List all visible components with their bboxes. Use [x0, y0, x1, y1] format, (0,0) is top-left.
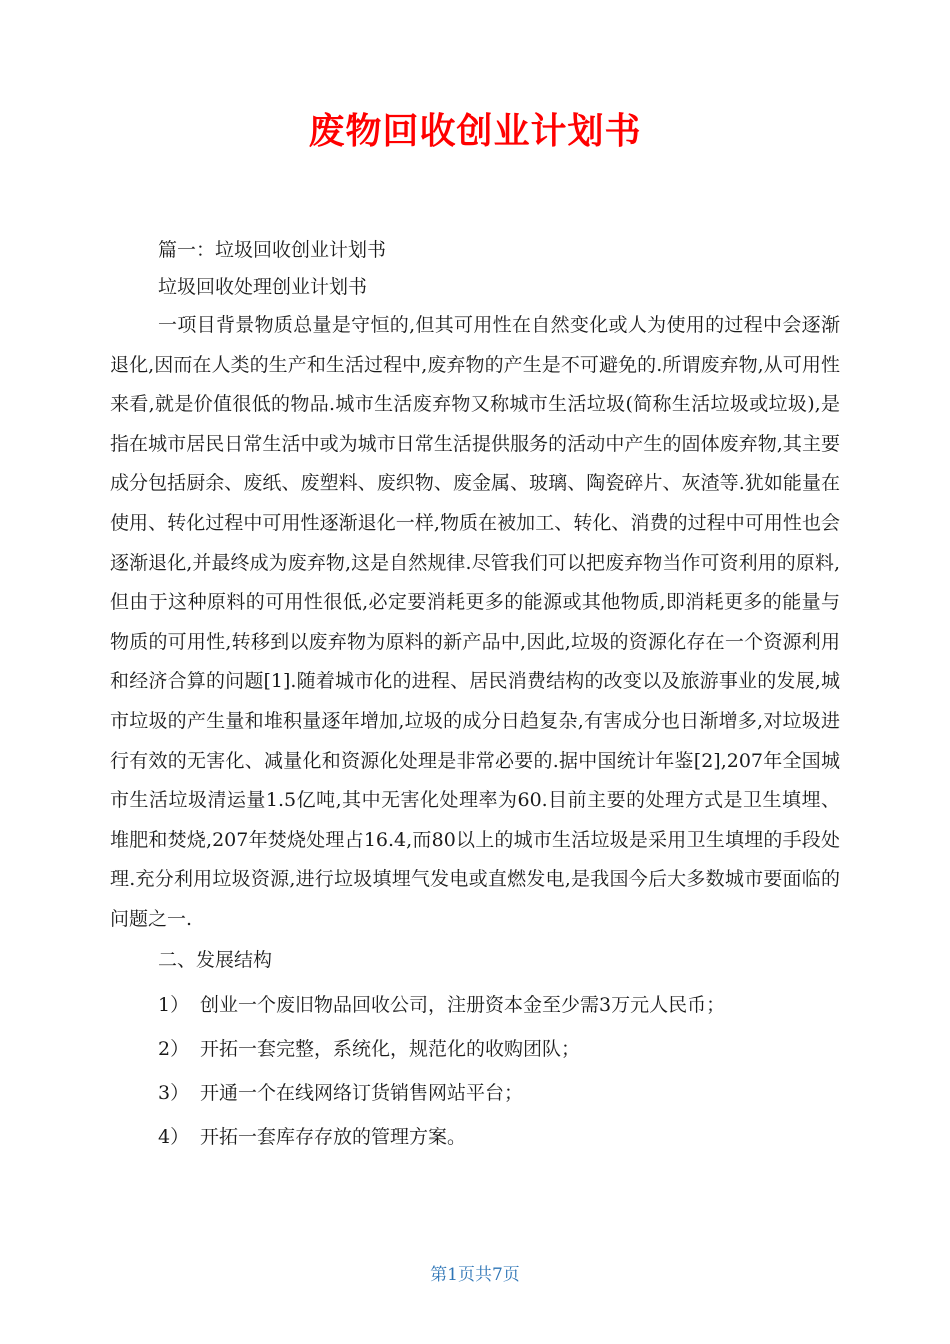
list-item-number: 1） — [158, 993, 190, 1016]
section-heading: 二、发展结构 — [158, 948, 273, 971]
background-paragraph: 一项目背景物质总量是守恒的,但其可用性在自然变化或人为使用的过程中会逐渐退化,因而在人类的生产和生活过程中,废弃物的产生是不可避免的.所谓废弃物,从可用性来看,就是价值很低的物品.城市生活废弃物又称城市生活垃圾(简称生活垃圾或垃圾),是指在城市居民日常生活中或为城市日常生活提供服务的活动中产生的固体废弃物,其主要成分包括厨余、废纸、废塑料、废织物、废金属、玻璃、陶瓷碎片、灰渣等.犹如能量在使用、转化过程中可用性逐渐退化一样,物质在被加工、转化、消费的过程中可用性也会逐渐退化,并最终成为废弃物,这是自然规律.尽管我们可以把废弃物当作可资利用的原料,但由于这种原料的可用性很低,必定要消耗更多的能源或其他物质,即消耗更多的能量与物质的可用性,转移到以废弃物为原料的新产品中,因此,垃圾的资源化存在一个资源利用和经济合算的问题[1].随着城市化的进程、居民消费结构的改变以及旅游事业的发展,城市垃圾的产生量和堆积量逐年增加,垃圾的成分日趋复杂,有害成分也日渐增多,对垃圾进行有效的无害化、减量化和资源化处理是非常必要的.据中国统计年鉴[2],207年全国城市生活垃圾清运量1.5亿吨,其中无害化处理率为60.目前主要的处理方式是卫生填埋、堆肥和焚烧,207年焚烧处理占16.4,而80以上的城市生活垃圾是采用卫生填埋的手段处理.充分利用垃圾资源,进行垃圾填埋气发电或直燃发电,是我国今后大多数城市要面临的问题之一. — [110, 314, 840, 930]
document-subtitle: 垃圾回收处理创业计划书 — [158, 276, 368, 298]
development-list — [110, 983, 840, 1159]
list-item-number: 2） — [158, 1037, 190, 1060]
list-item — [110, 983, 840, 1027]
chapter-heading: 篇一：垃圾回收创业计划书 — [158, 239, 387, 261]
document-title: 废物回收创业计划书 — [308, 111, 642, 152]
list-item-text: 开拓一套库存存放的管理方案。 — [200, 1125, 467, 1148]
list-item — [110, 1027, 840, 1071]
document-body — [110, 232, 840, 1159]
list-item-number: 4） — [158, 1125, 190, 1148]
list-item — [110, 1115, 840, 1159]
page-footer: 第1页共7页 — [430, 1265, 520, 1285]
list-item — [110, 1071, 840, 1115]
list-item-number: 3） — [158, 1081, 190, 1104]
list-item-text: 开通一个在线网络订货销售网站平台； — [200, 1081, 524, 1104]
list-item-text: 开拓一套完整，系统化，规范化的收购团队； — [200, 1037, 581, 1060]
list-item-text: 创业一个废旧物品回收公司，注册资本金至少需3万元人民币； — [200, 993, 726, 1016]
